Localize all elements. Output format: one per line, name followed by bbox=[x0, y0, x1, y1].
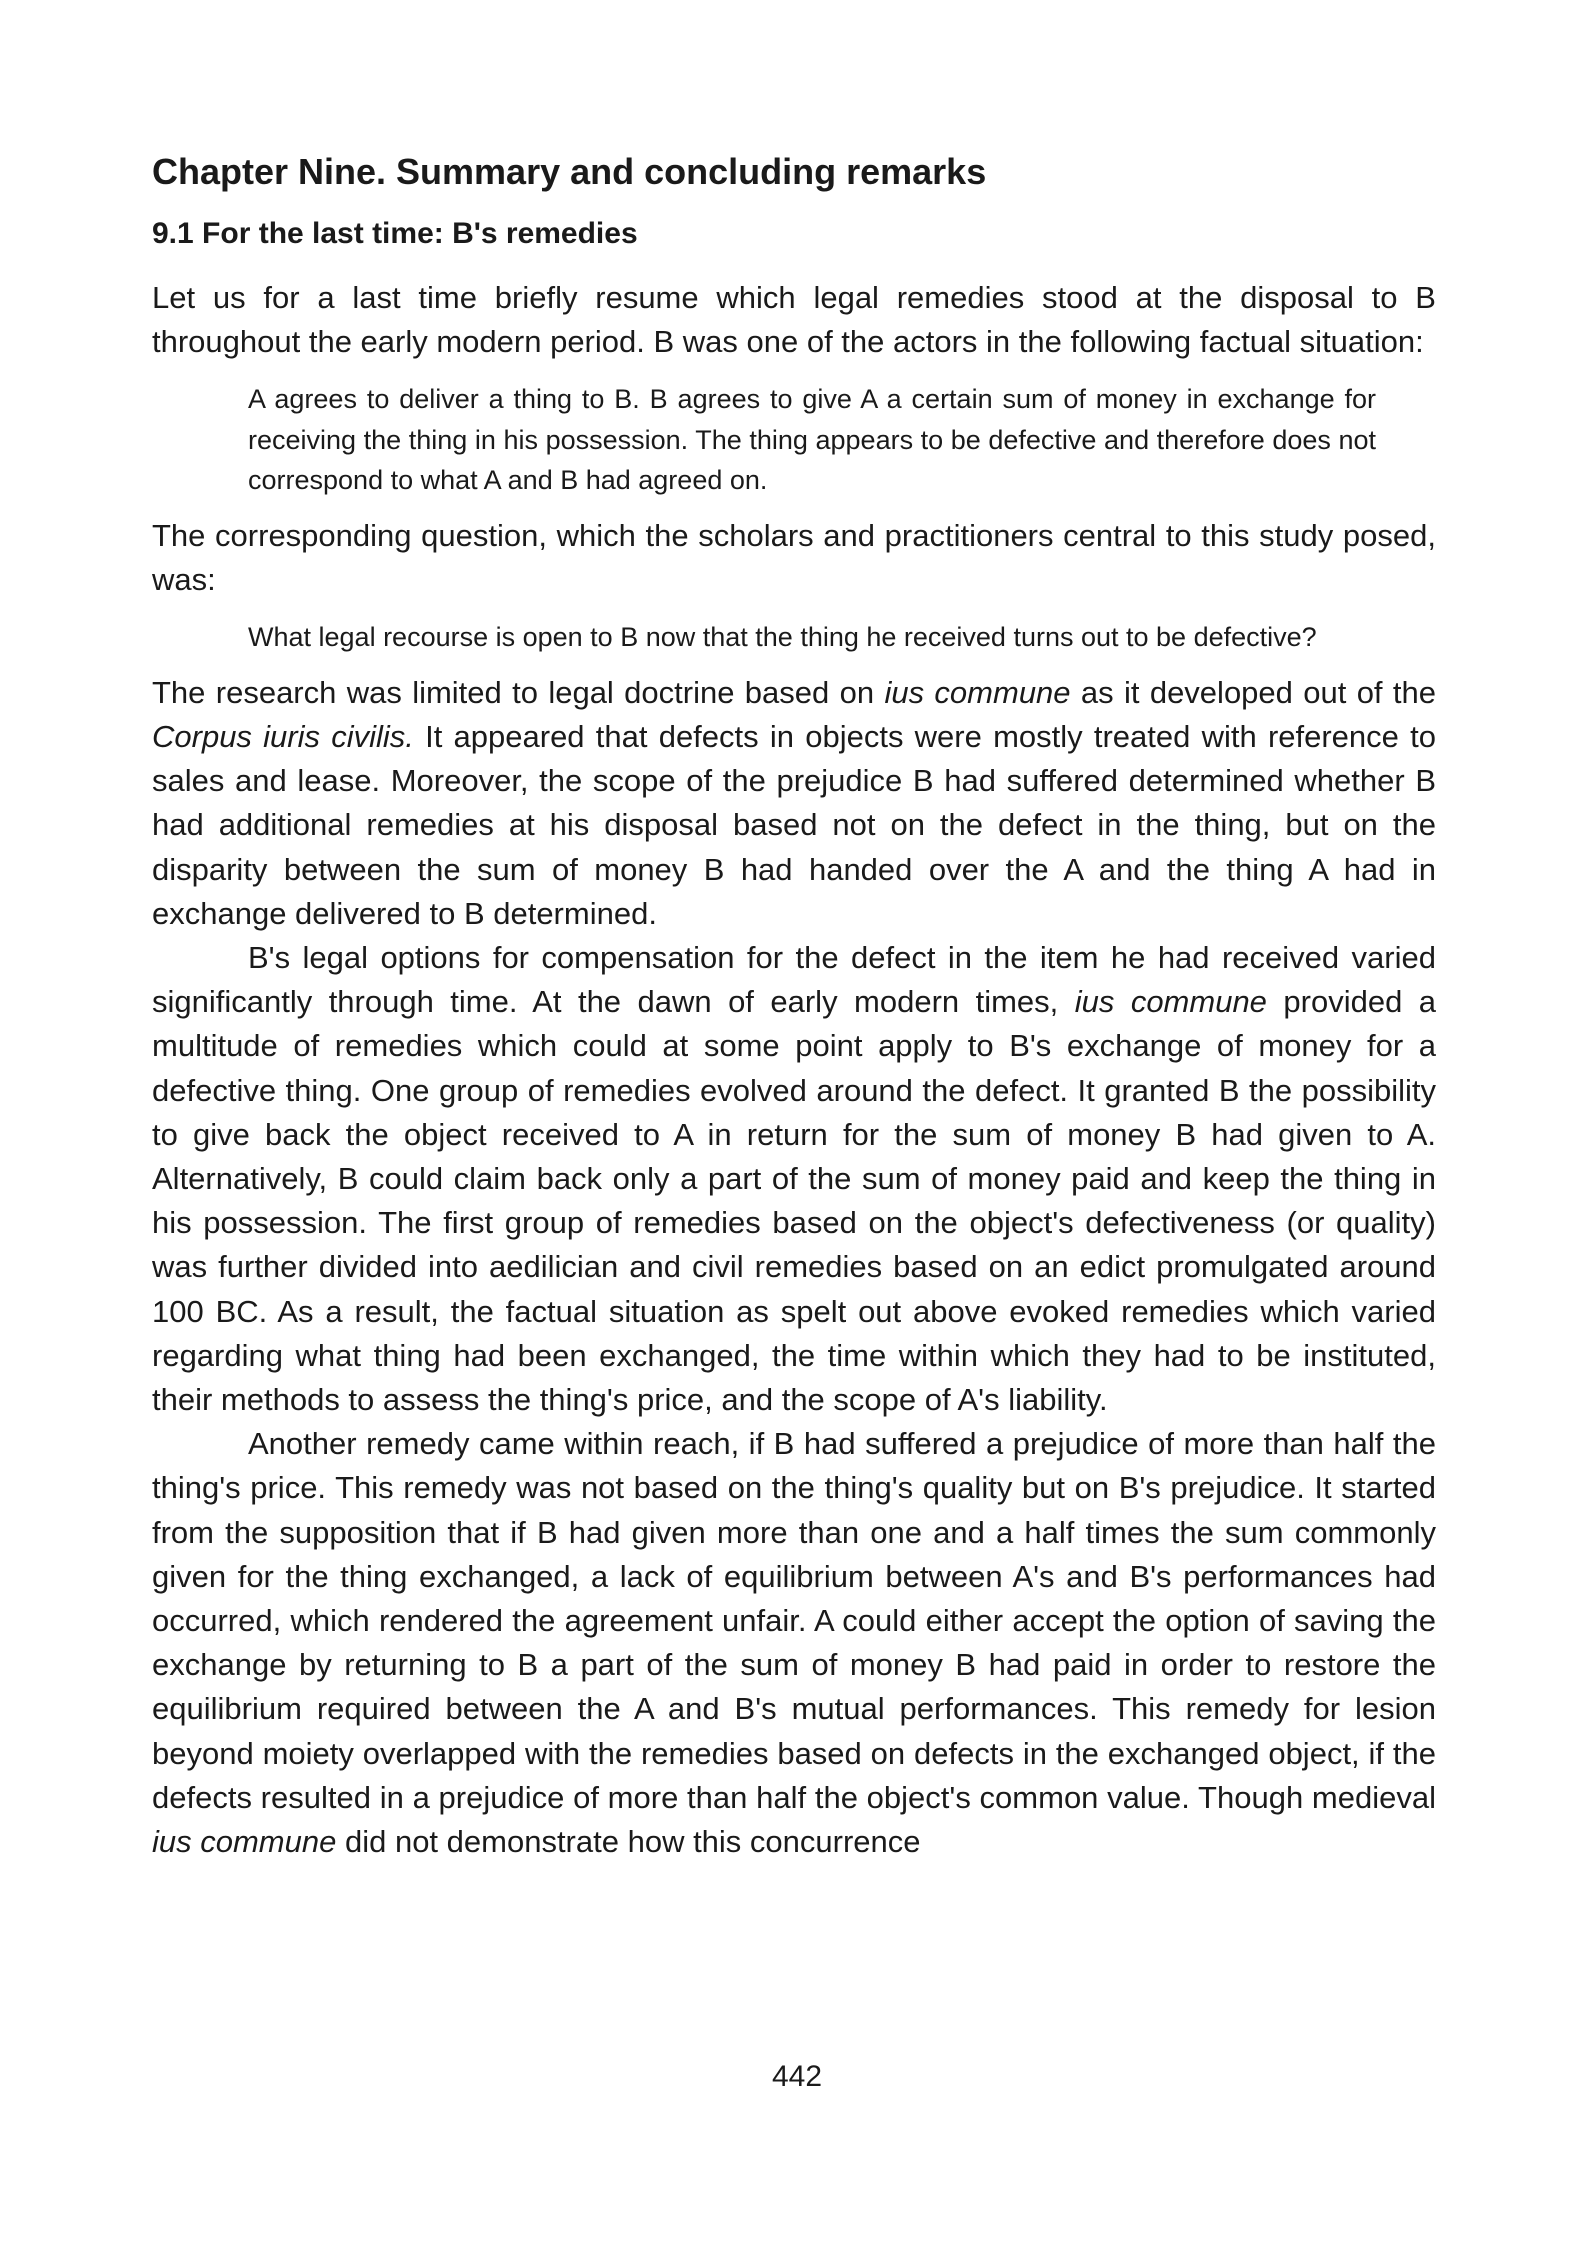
section-title: 9.1 For the last time: B's remedies bbox=[152, 217, 638, 250]
italic-term: ius commune bbox=[884, 674, 1071, 710]
question-intro-paragraph: The corresponding question, which the scholars and practitioners central to this study posed, was: bbox=[152, 517, 1436, 598]
another-remedy-paragraph bbox=[152, 1422, 1436, 1864]
text-run: It appeared that defects in objects were mostly treated with reference to sales and lease. Moreover, the scope of the prejudice B had suffered determined whether B had additional remedies at his disposal based not on the defect in the thing, but on the disparity between the sum of money B had handed over the A and the thing A had in exchange delivered to B determined. bbox=[152, 719, 1436, 931]
text-run: Another remedy came within reach, if B had suffered a prejudice of more than half the thing's price. This remedy was not based on the thing's quality but on B's prejudice. It started from the supposition that if B had given more than one and a half times the sum commonly given for the thing exchanged, a lack of equilibrium between A's and B's performances had occurred, which rendered the agreement unfair. A could either accept the option of saving the exchange by returning to B a part of the sum of money B had paid in order to restore the equilibrium required between the A and B's mutual performances. This remedy for lesion beyond moiety overlapped with the remedies based on defects in the exchanged object, if the defects resulted in a prejudice of more than half the object's common value. Though medieval bbox=[152, 1426, 1436, 1815]
italic-term: ius commune bbox=[152, 1824, 337, 1860]
text-run: The research was limited to legal doctrine based on bbox=[152, 674, 885, 710]
text-run: as it developed out of the bbox=[1070, 674, 1436, 710]
text-run: B's legal options for compensation for the defect in the item he had received varied significantly through time. At the dawn of early modern times, bbox=[152, 940, 1436, 1020]
block-quote-situation: A agrees to deliver a thing to B. B agrees to give A a certain sum of money in exchange for receiving the thing in his possession. The thing appears to be defective and therefore does not correspond to what A and B had agreed on. bbox=[248, 384, 1376, 496]
block-quote-question: What legal recourse is open to B now that the thing he received turns out to be defective? bbox=[248, 622, 1317, 653]
italic-term: ius commune bbox=[1074, 984, 1267, 1020]
italic-term: Corpus iuris civilis. bbox=[152, 719, 414, 755]
page-number: 442 bbox=[771, 2060, 823, 2093]
text-run: provided a multitude of remedies which could at some point apply to B's exchange of money for a defective thing. One group of remedies evolved around the defect. It granted B the possibility to give back the object received to A in return for the sum of money B had given to A. Alternatively, B could claim back only a part of the sum of money paid and keep the thing in his possession. The first group of remedies based on the object's defectiveness (or quality) was further divided into aedilician and civil remedies based on an edict promulgated around 100 BC. As a result, the factual situation as spelt out above evoked remedies which varied regarding what thing had been exchanged, the time within which they had to be instituted, their methods to assess the thing's price, and the scope of A's liability. bbox=[152, 984, 1437, 1418]
page-content bbox=[152, 148, 1436, 1864]
intro-paragraph: Let us for a last time briefly resume which legal remedies stood at the disposal to B throughout the early modern period. B was one of the actors in the following factual situation: bbox=[152, 280, 1436, 360]
research-paragraph bbox=[152, 671, 1436, 936]
legal-options-paragraph bbox=[152, 936, 1436, 1422]
text-run: did not demonstrate how this concurrence bbox=[336, 1824, 921, 1860]
chapter-title: Chapter Nine. Summary and concluding remarks bbox=[152, 151, 987, 192]
